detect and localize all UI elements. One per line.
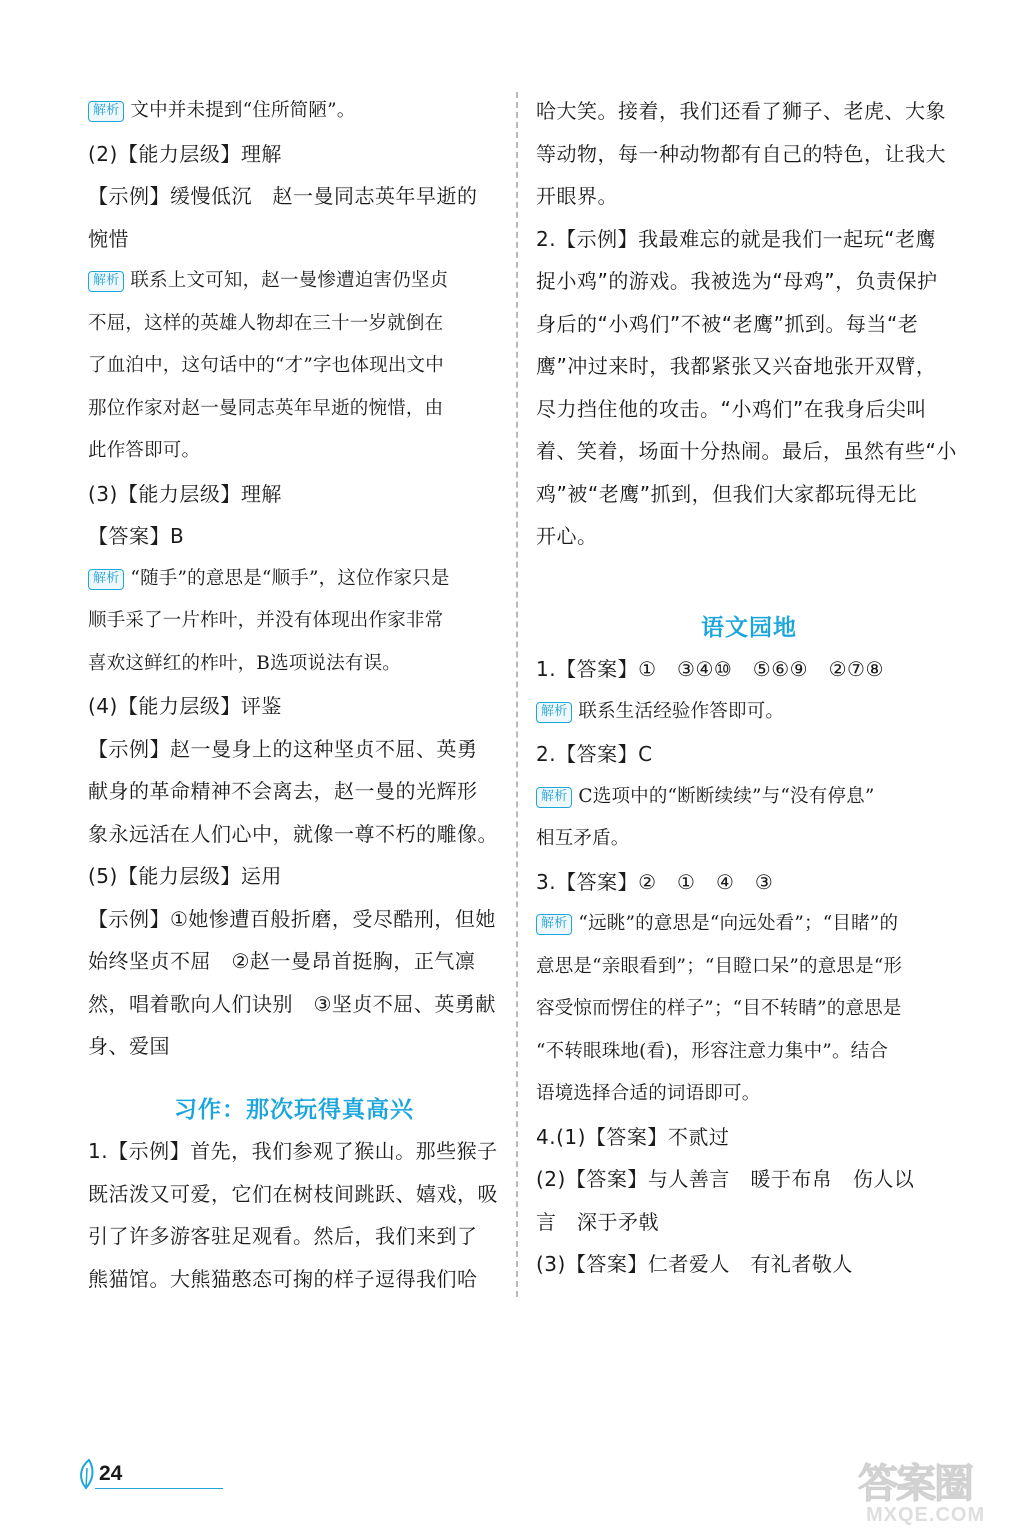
analysis-g2-line: 相互矛盾。 [536,828,630,849]
writing-2-cont: 着、笑着，场面十分热闹。最后，虽然有些“小 [536,439,957,463]
right-column [536,90,962,1286]
q4-example: 【示例】赵一曼身上的这种坚贞不屈、英勇 [88,736,478,761]
q5-heading: (5)【能力层级】运用 [88,864,282,888]
q4-example-cont: 献身的革命精神不会离去，赵一曼的光辉形 [88,779,478,803]
leaf-icon [77,1458,99,1492]
writing-2-cont: 开心。 [536,524,598,548]
analysis-badge: 解析 [536,702,572,723]
analysis-g3-line: “不转眼珠地(看)，形容注意力集中”。结合 [536,1040,889,1062]
column-divider [516,92,518,1297]
analysis-q2 [88,260,500,303]
q5-example-cont: 然，唱着歌向人们诀别 ③坚贞不屈、英勇献 [88,991,496,1016]
analysis-q3 [88,558,500,601]
writing-1-cont: 引了许多游客驻足观看。然后，我们来到了 [88,1224,478,1248]
garden-1-answer: 1.【答案】① ③④⑩ ⑤⑥⑨ ②⑦⑧ [536,657,884,681]
analysis-g3-line: 意思是“亲眼看到”；“目瞪口呆”的意思是“形 [536,955,903,977]
analysis-q2-line: 不屈，这样的英雄人物却在三十一岁就倒在 [88,312,444,334]
garden-3-answer: 3.【答案】② ① ④ ③ [536,869,774,894]
writing-1-cont: 哈大笑。接着，我们还看了狮子、老虎、大象 [536,99,946,123]
page-number: 24 [99,1462,123,1485]
q4-example-cont: 象永远活在人们心中，就像一尊不朽的雕像。 [88,821,498,846]
writing-2-cont: 身后的“小鸡们”不被“老鹰”抓到。每当“老 [536,311,919,336]
writing-2: 2.【示例】我最难忘的就是我们一起玩“老鹰 [536,226,936,251]
section-title-garden: 语文园地 [701,614,797,641]
analysis-badge: 解析 [536,914,572,935]
q5-example-cont: 始终坚贞不屈 ②赵一曼昂首挺胸，正气凛 [88,949,476,973]
garden-2-answer: 2.【答案】C [536,742,653,766]
garden-4-2-answer-cont: 言 深于矛戟 [536,1209,659,1234]
analysis-text: 联系上文可知，赵一曼惨遭迫害仍坚贞 [130,270,449,291]
analysis-g2 [536,776,962,819]
left-column [88,90,500,1300]
writing-1-cont: 熊猫馆。大熊猫憨态可掬的样子逗得我们哈 [88,1266,478,1291]
q3-heading: (3)【能力层级】理解 [88,481,282,506]
analysis-text: C选项中的“断断续续”与“没有停息” [578,785,875,807]
analysis-q1 [88,90,500,133]
writing-1-cont: 既活泼又可爱，它们在树枝间跳跃、嬉戏，吸 [88,1181,498,1206]
writing-2-cont: 鸡”被“老鹰”抓到，但我们大家都玩得无比 [536,481,918,506]
page-number-rule [95,1488,223,1489]
analysis-g3-line: 语境选择合适的词语即可。 [536,1083,761,1104]
q2-example-cont: 惋惜 [88,226,129,251]
analysis-q2-line: 此作答即可。 [88,440,201,461]
watermark-text: 答案圈 [858,1461,972,1507]
watermark-logo [858,1452,1018,1532]
analysis-text: “远眺”的意思是“向远处看”；“目睹”的 [578,913,899,934]
q5-example: 【示例】①她惨遭百般折磨，受尽酷刑，但她 [88,906,496,931]
garden-4-1-answer: 4.(1)【答案】不贰过 [536,1124,730,1149]
section-title-writing: 习作：那次玩得真高兴 [174,1096,414,1123]
garden-4-2-answer: (2)【答案】与人善言 暖于布帛 伤人以 [536,1167,915,1191]
analysis-q2-line: 了血泊中，这句话中的“才”字也体现出文中 [88,355,444,376]
writing-1-cont: 等动物，每一种动物都有自己的特色，让我大 [536,141,946,166]
analysis-text: 联系生活经验作答即可。 [578,700,785,722]
analysis-g1 [536,691,962,734]
analysis-badge: 解析 [88,271,124,292]
analysis-text: 文中并未提到“住所简陋”。 [130,100,356,121]
q3-answer: 【答案】B [88,524,185,548]
analysis-badge: 解析 [536,787,572,808]
q2-heading: (2)【能力层级】理解 [88,141,282,166]
analysis-badge: 解析 [88,101,124,122]
page-number-block [77,1458,147,1492]
writing-1-cont: 开眼界。 [536,184,618,208]
writing-2-cont: 尽力挡住他的攻击。“小鸡们”在我身后尖叫 [536,396,927,421]
analysis-g3-line: 容受惊而愣住的样子”；“目不转睛”的意思是 [536,998,902,1019]
garden-4-3-answer: (3)【答案】仁者爱人 有礼者敬人 [536,1252,853,1276]
analysis-g3 [536,903,962,946]
writing-2-cont: 鹰”冲过来时，我都紧张又兴奋地张开双臂， [536,354,937,378]
q5-example-cont: 身、爱国 [88,1034,170,1058]
analysis-badge: 解析 [88,569,124,590]
analysis-q3-line: 顺手采了一片柞叶，并没有体现出作家非常 [88,610,444,631]
q2-example: 【示例】缓慢低沉 赵一曼同志英年早逝的 [88,184,478,208]
analysis-q2-line: 那位作家对赵一曼同志英年早逝的惋惜，由 [88,397,444,419]
analysis-q3-line: 喜欢这鲜红的柞叶，B选项说法有误。 [88,652,401,674]
writing-2-cont: 捉小鸡”的游戏。我被选为“母鸡”，负责保护 [536,269,938,293]
analysis-text: “随手”的意思是“顺手”，这位作家只是 [130,567,450,589]
watermark-url: MXQE.COM [866,1504,986,1526]
q4-heading: (4)【能力层级】评鉴 [88,694,282,718]
writing-1: 1.【示例】首先，我们参观了猴山。那些猴子 [88,1139,498,1163]
